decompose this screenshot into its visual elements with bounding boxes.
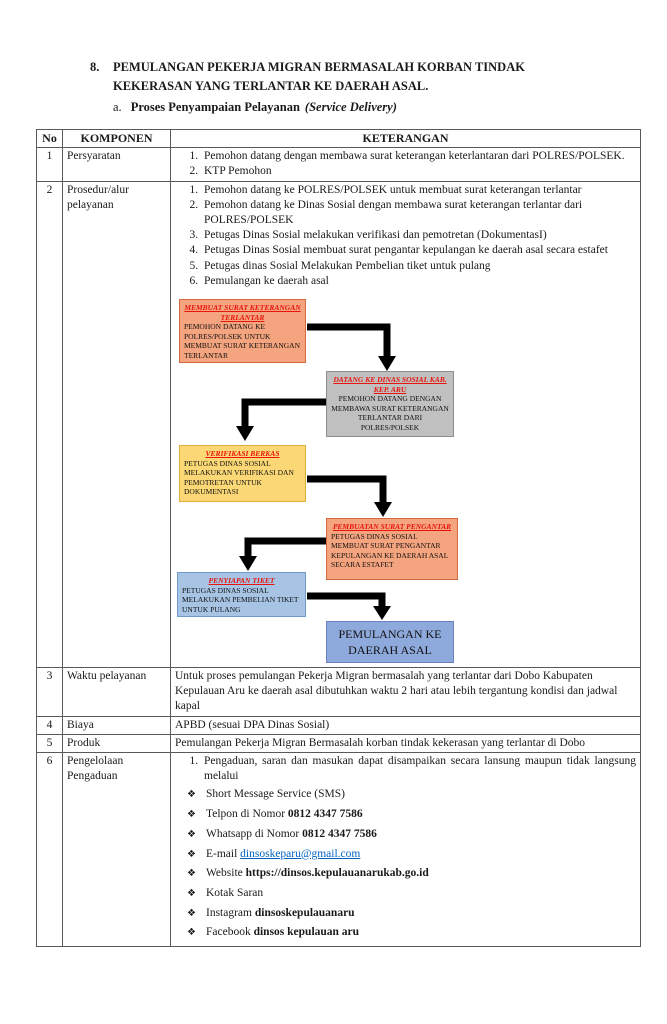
flow-box-body: PEMOHON DATANG DENGAN MEMBAWA SURAT KETERANGAN TERLANTAR DARI POLRES/POLSEK — [331, 394, 449, 432]
arrow-1 — [307, 327, 387, 357]
arrow-5 — [307, 596, 382, 607]
row6-komponen: Pengelolaan Pengaduan — [63, 753, 171, 947]
row1-keterangan — [171, 148, 641, 181]
subheading — [113, 98, 525, 117]
flow-box-verifikasi-berkas — [179, 445, 306, 502]
row3-komponen: Waktu pelayanan — [63, 668, 171, 717]
header-keterangan: KETERANGAN — [171, 130, 641, 148]
contact-channel-list — [187, 787, 636, 940]
arrowhead-1 — [378, 356, 396, 371]
row1-no: 1 — [37, 148, 63, 181]
list-item: 2. Pemohon datang ke Dinas Sosial dengan membawa surat keterangan terlantar dari POLRES/POLSEK — [201, 198, 636, 228]
contact-value: 0812 4347 7586 — [287, 808, 363, 821]
contact-value: dinsoskepulauanaru — [254, 906, 355, 919]
contact-value: dinsos kepulauan aru — [253, 926, 360, 939]
flow-box-membuat-surat — [179, 299, 306, 363]
list-item: 4. Petugas Dinas Sosial membuat surat pengantar kepulangan ke daerah asal secara estafet — [201, 243, 636, 258]
diamond-bullet-icon: ❖ — [187, 907, 196, 919]
diamond-bullet-icon: ❖ — [187, 887, 196, 899]
row5-keterangan: Pemulangan Pekerja Migran Bermasalah korban tindak kekerasan yang terlantar di Dobo — [171, 734, 641, 752]
table-row-pengaduan — [37, 753, 641, 947]
list-item: 3. Petugas Dinas Sosial melakukan verifikasi dan pemotretan (DokumentasI) — [201, 228, 636, 243]
contact-kotak-saran — [187, 886, 636, 901]
flow-box-body: PETUGAS DINAS SOSIAL MELAKUKAN PEMBELIAN TIKET UNTUK PULANG — [182, 585, 299, 614]
diamond-bullet-icon: ❖ — [187, 868, 196, 880]
flow-box-datang-dinas-sosial — [326, 371, 454, 437]
table-row-produk — [37, 734, 641, 752]
flow-box-pemulangan-final: PEMULANGAN KE DAERAH ASAL — [326, 621, 454, 663]
list-item: 2. KTP Pemohon — [201, 164, 636, 179]
contact-label: Whatsapp di Nomor — [206, 827, 303, 840]
contact-label: Telpon di Nomor — [206, 808, 288, 821]
flow-box-pembuatan-surat — [326, 518, 458, 580]
row4-no: 4 — [37, 716, 63, 734]
heading-line1: PEMULANGAN PEKERJA MIGRAN BERMASALAH KORBAN TINDAK — [113, 60, 525, 74]
row4-keterangan: APBD (sesuai DPA Dinas Sosial) — [171, 716, 641, 734]
email-link[interactable]: dinsoskeparu@gmail.com — [240, 847, 361, 860]
procedure-flowchart — [171, 291, 640, 666]
contact-value: https://dinsos.kepulauanarukab.go.id — [245, 867, 429, 880]
subheading-italic: (Service Delivery) — [304, 100, 397, 114]
table-row-prosedur — [37, 181, 641, 667]
arrowhead-3 — [374, 502, 392, 517]
contact-facebook — [187, 925, 636, 940]
contact-sms — [187, 787, 636, 802]
arrowhead-2 — [236, 426, 254, 441]
flow-box-title: VERIFIKASI BERKAS — [205, 449, 280, 459]
arrow-4 — [248, 541, 326, 557]
heading-number: 8. — [90, 60, 100, 74]
diamond-bullet-icon: ❖ — [187, 848, 196, 860]
row6-no: 6 — [37, 753, 63, 947]
arrowhead-4 — [239, 556, 257, 571]
arrowhead-5 — [373, 606, 391, 620]
contact-phone — [187, 807, 636, 822]
arrow-2 — [245, 402, 326, 427]
row2-keterangan — [171, 181, 641, 667]
contact-value: 0812 4347 7586 — [302, 827, 377, 840]
contact-label: E-mail — [206, 847, 241, 860]
table-row-persyaratan — [37, 148, 641, 181]
contact-email — [187, 847, 636, 862]
row5-no: 5 — [37, 734, 63, 752]
row6-keterangan — [171, 753, 641, 947]
list-item: 6. Pemulangan ke daerah asal — [201, 274, 636, 289]
table-header-row — [37, 130, 641, 148]
diamond-bullet-icon: ❖ — [187, 927, 196, 939]
contact-website — [187, 866, 636, 881]
section-heading — [90, 58, 640, 117]
flow-box-title: DATANG KE DINAS SOSIAL KAB. KEP. ARU — [333, 375, 447, 394]
contact-whatsapp — [187, 827, 636, 842]
flow-box-title: MEMBUAT SURAT KETERANGAN TERLANTAR — [184, 303, 301, 322]
row2-komponen: Prosedur/alur pelayanan — [63, 181, 171, 667]
contact-label: Website — [206, 867, 246, 880]
pengaduan-intro: 1. Pengaduan, saran dan masukan dapat disampaikan secara lansung maupun tidak langsung melalui — [201, 754, 636, 784]
row1-komponen: Persyaratan — [63, 148, 171, 181]
row4-komponen: Biaya — [63, 716, 171, 734]
flow-box-title: PEMBUATAN SURAT PENGANTAR — [332, 522, 452, 532]
row2-no: 2 — [37, 181, 63, 667]
diamond-bullet-icon: ❖ — [187, 809, 196, 821]
contact-label: Facebook — [206, 926, 254, 939]
row3-keterangan: Untuk proses pemulangan Pekerja Migran bermasalah yang terlantar dari Dobo Kabupaten Kepulauan Aru ke daerah asal dibutuhkan waktu 2 hari atau lebih tergantung kondisi dan jadwal kapal — [171, 668, 641, 717]
header-komponen: KOMPONEN — [63, 130, 171, 148]
flow-box-body: PEMOHON DATANG KE POLRES/POLSEK UNTUK MEMBUAT SURAT KETERANGAN TERLANTAR — [184, 322, 300, 360]
row5-komponen: Produk — [63, 734, 171, 752]
diamond-bullet-icon: ❖ — [187, 789, 196, 801]
list-item: 1. Pemohon datang ke POLRES/POLSEK untuk membuat surat keterangan terlantar — [201, 183, 636, 198]
list-item: 1. Pemohon datang dengan membawa surat keterangan keterlantaran dari POLRES/POLSEK. — [201, 149, 636, 164]
heading-text — [113, 58, 525, 117]
contact-instagram — [187, 906, 636, 921]
service-components-table — [36, 129, 641, 947]
table-row-biaya — [37, 716, 641, 734]
table-row-waktu — [37, 668, 641, 717]
heading-line2: KEKERASAN YANG TERLANTAR KE DAERAH ASAL. — [113, 79, 429, 93]
diamond-bullet-icon: ❖ — [187, 828, 196, 840]
contact-label: Short Message Service (SMS) — [206, 788, 345, 801]
flow-box-body: PETUGAS DINAS SOSIAL MELAKUKAN VERIFIKASI DAN PEMOTRETAN UNTUK DOKUMENTASI — [184, 458, 294, 497]
subheading-letter: a. — [113, 100, 122, 114]
arrow-3 — [307, 479, 383, 503]
subheading-title: Proses Penyampaian Pelayanan — [130, 100, 300, 114]
flow-box-title: PENYIAPAN TIKET — [208, 576, 275, 586]
list-item: 5. Petugas dinas Sosial Melakukan Pembelian tiket untuk pulang — [201, 259, 636, 274]
flow-box-body: PETUGAS DINAS SOSIAL MEMBUAT SURAT PENGANTAR KEPULANGAN KE DAERAH ASAL SECARA ESTAFET — [331, 531, 449, 570]
row3-no: 3 — [37, 668, 63, 717]
flow-box-penyiapan-tiket — [177, 572, 306, 617]
header-no: No — [37, 130, 63, 148]
contact-label: Instagram — [206, 906, 255, 919]
contact-label: Kotak Saran — [206, 886, 264, 899]
